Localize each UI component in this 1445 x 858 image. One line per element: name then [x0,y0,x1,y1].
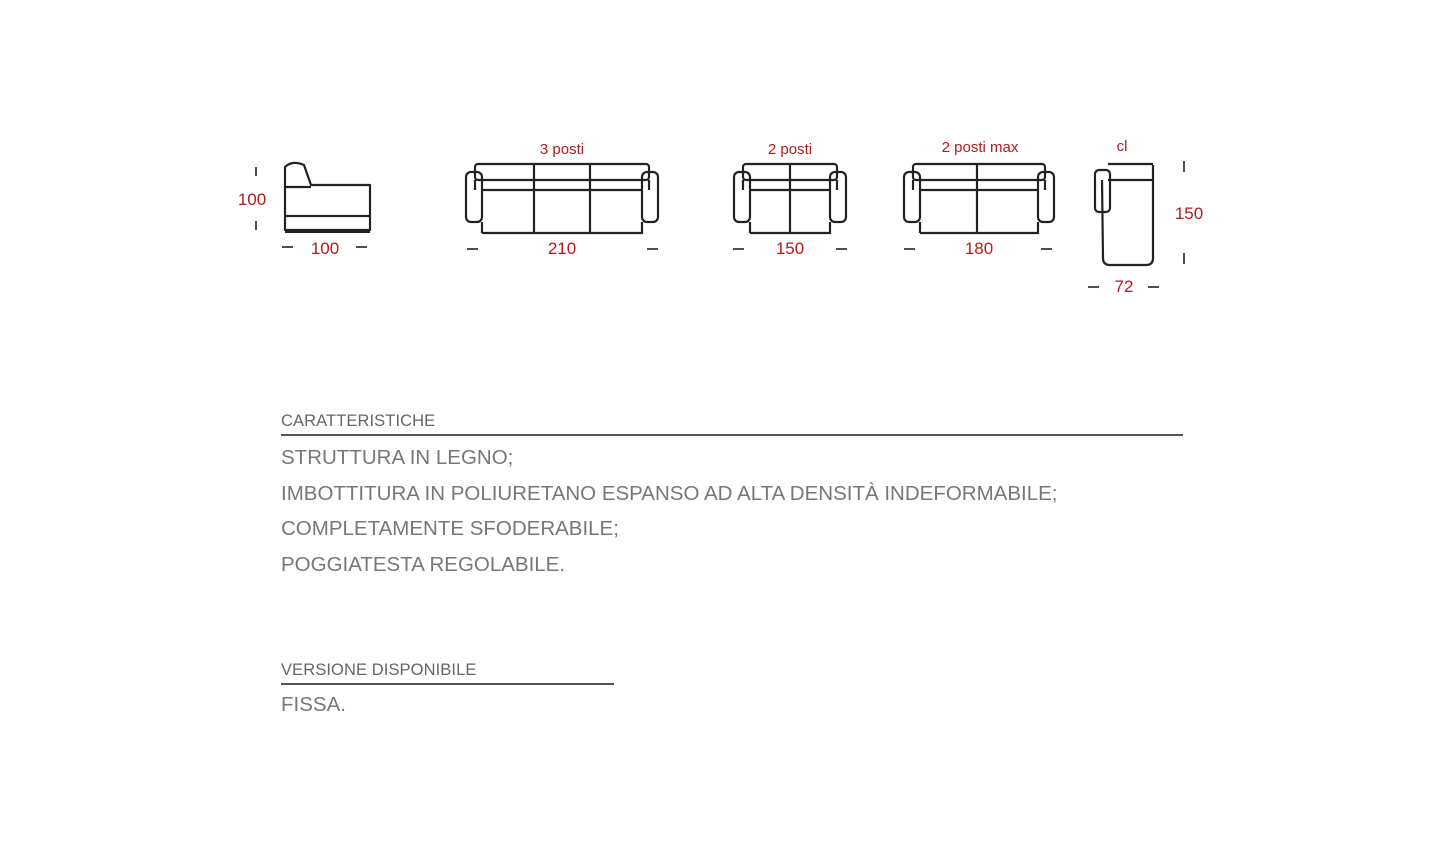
chaise-longue-caption: cl [1116,138,1128,155]
side-height-label: 100 [237,190,267,209]
versione-section [281,661,614,723]
due-posti-width-label: 150 [775,239,805,258]
side-width-label: 100 [310,239,340,258]
versione-heading: VERSIONE DISPONIBILE [281,661,614,685]
due-posti-max-sofa-drawing [904,164,1054,233]
feature-item: IMBOTTITURA IN POLIURETANO ESPANSO AD ALTA DENSITÀ INDEFORMABILE; [281,481,1058,505]
chaise-longue-drawing [1095,164,1153,265]
tre-posti-width-label: 210 [547,239,577,258]
due-posti-max-width-label: 180 [964,239,994,258]
tre-posti-caption: 3 posti [539,141,585,158]
version-item: FISSA. [281,693,346,716]
caratteristiche-section [281,412,1183,582]
feature-item: COMPLETAMENTE SFODERABILE; [281,517,619,540]
tre-posti-sofa-drawing [466,164,658,233]
side-view-sofa-drawing [285,163,370,233]
feature-item: POGGIATESTA REGOLABILE. [281,552,566,576]
feature-item: STRUTTURA IN LEGNO; [281,446,514,469]
due-posti-caption: 2 posti [767,141,813,158]
caratteristiche-heading: CARATTERISTICHE [281,412,1183,436]
chaise-width-label: 72 [1114,277,1134,296]
due-posti-max-caption: 2 posti max [941,139,1019,156]
sofa-diagrams [0,0,1445,330]
due-posti-sofa-drawing [734,164,846,233]
chaise-height-label: 150 [1174,204,1204,223]
